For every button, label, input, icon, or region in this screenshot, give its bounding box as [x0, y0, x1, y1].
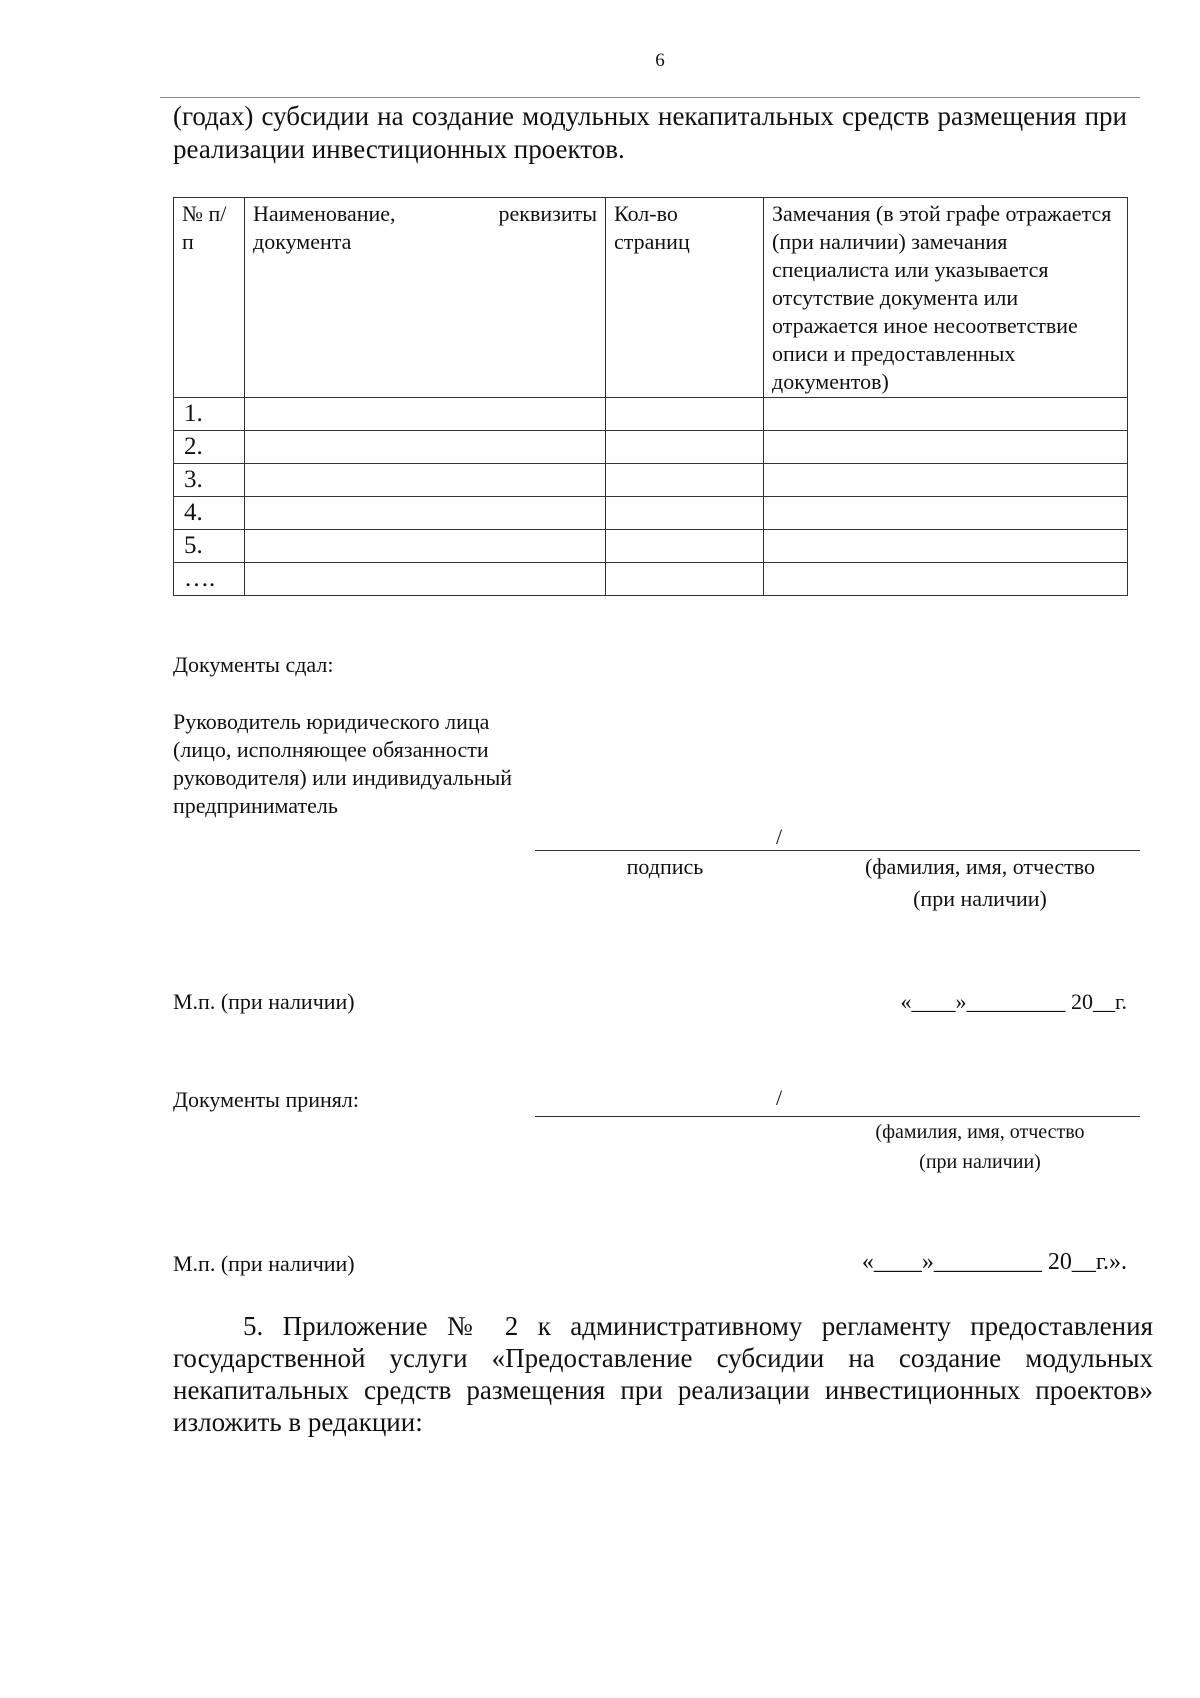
- row-number: 5.: [174, 530, 245, 563]
- cell-page-count: [606, 563, 764, 596]
- row-number: 1.: [174, 398, 245, 431]
- page-number: 6: [655, 50, 665, 71]
- handed-over-name-caption-line1: (фамилия, имя, отчество: [864, 854, 1096, 879]
- handed-over-signature-line: [535, 850, 1140, 851]
- cell-document-name: [245, 398, 606, 431]
- cell-remarks: [764, 398, 1128, 431]
- received-slash: /: [776, 1085, 783, 1110]
- cell-remarks: [764, 431, 1128, 464]
- documents-table: [173, 197, 1128, 596]
- cell-document-name: [245, 530, 606, 563]
- table-row: [174, 431, 1128, 464]
- intro-paragraph: (годах) субсидии на создание модульных некапитальных средств размещения при реализации инвестиционных проектов.: [173, 101, 1127, 164]
- cell-remarks: [764, 497, 1128, 530]
- row-number: 3.: [174, 464, 245, 497]
- header-page-count: Кол-во страниц: [606, 198, 764, 398]
- cell-document-name: [245, 431, 606, 464]
- signature-caption: подпись: [626, 854, 704, 879]
- header-number: № п/п: [174, 198, 245, 398]
- cell-document-name: [245, 563, 606, 596]
- cell-document-name: [245, 464, 606, 497]
- handed-over-date: «____»_________ 20__г.: [900, 989, 1127, 1014]
- header-document-name-line2: документа: [253, 229, 352, 254]
- received-name-caption-line1: (фамилия, имя, отчество: [875, 1121, 1085, 1143]
- cell-page-count: [606, 431, 764, 464]
- cell-page-count: [606, 530, 764, 563]
- handed-over-role: Руководитель юридического лица (лицо, исполняющее обязанности руководителя) или индивидуальный предприниматель: [173, 709, 513, 818]
- table-row: [174, 530, 1128, 563]
- header-divider: [160, 97, 1140, 98]
- cell-remarks: [764, 563, 1128, 596]
- row-number: 2.: [174, 431, 245, 464]
- handed-over-slash: /: [776, 824, 783, 849]
- cell-remarks: [764, 464, 1128, 497]
- received-name-caption-line2: (при наличии): [919, 1151, 1041, 1173]
- table-row: [174, 497, 1128, 530]
- cell-page-count: [606, 497, 764, 530]
- header-document-name-line1: Наименование, реквизиты: [253, 201, 597, 226]
- received-label: Документы принял:: [173, 1087, 359, 1112]
- handed-over-label: Документы сдал:: [173, 652, 334, 677]
- received-date: «____»_________ 20__г.».: [861, 1249, 1127, 1275]
- cell-remarks: [764, 530, 1128, 563]
- table-row: [174, 464, 1128, 497]
- row-number: ….: [174, 563, 245, 596]
- cell-document-name: [245, 497, 606, 530]
- table-row: [174, 563, 1128, 596]
- table-row: [174, 398, 1128, 431]
- paragraph-5: [173, 1310, 1153, 1438]
- cell-page-count: [606, 398, 764, 431]
- row-number: 4.: [174, 497, 245, 530]
- header-remarks: Замечания (в этой графе отражается (при наличии) замечания специалиста или указывается отсутствие документа или отражается иное несоответствие описи и предоставленных документов): [764, 198, 1128, 398]
- header-document-name: [245, 198, 606, 398]
- cell-page-count: [606, 464, 764, 497]
- handed-over-stamp: М.п. (при наличии): [173, 989, 355, 1014]
- received-stamp: М.п. (при наличии): [173, 1251, 355, 1276]
- handed-over-name-caption-line2: (при наличии): [913, 886, 1047, 911]
- paragraph-5-text: 5. Приложение № 2 к административному регламенту предоставления государственной услуги «Предоставление субсидии на создание модульных некапитальных средств размещения при реализации инвестиционных проектов» изложить в редакции:: [173, 1311, 1153, 1437]
- received-signature-line: [535, 1116, 1140, 1117]
- table-header-row: [174, 198, 1128, 398]
